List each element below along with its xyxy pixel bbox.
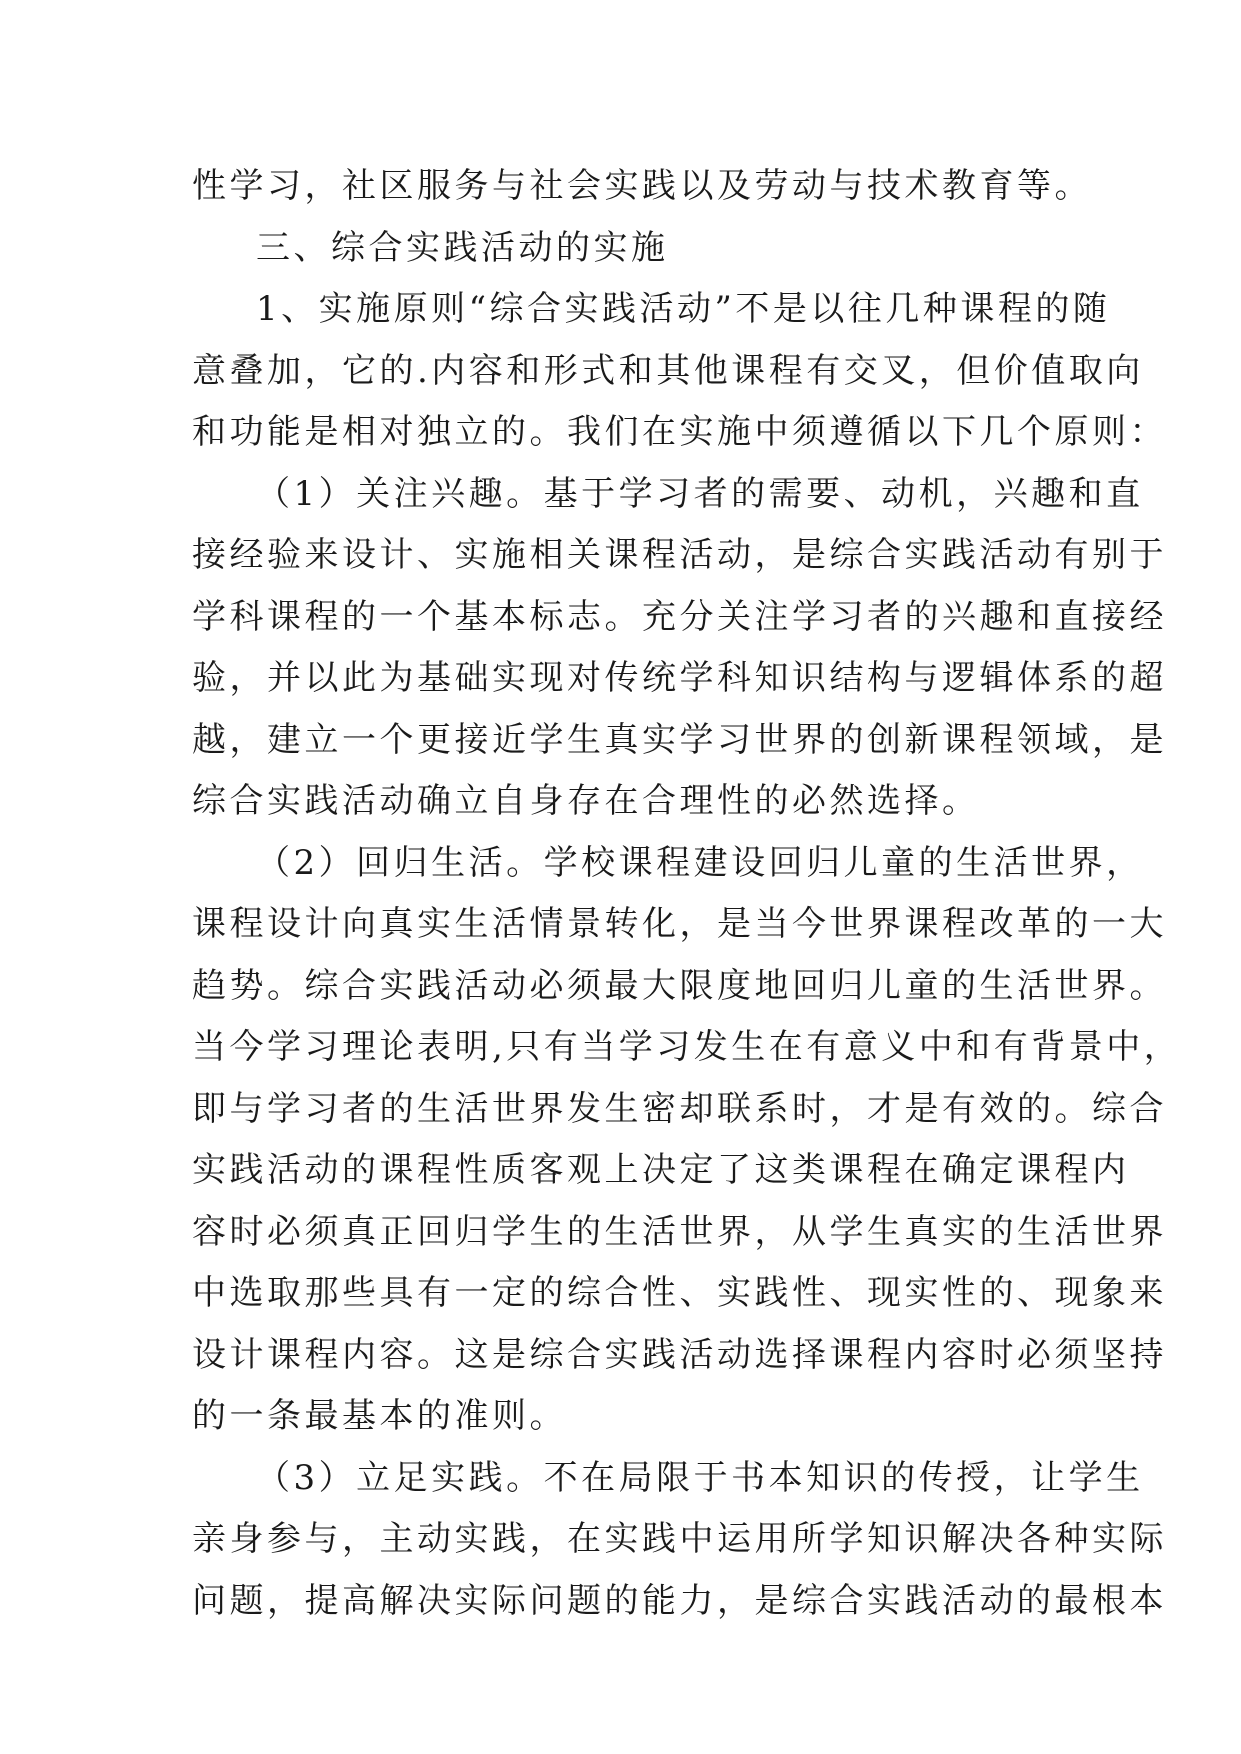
document-body <box>192 156 1182 1632</box>
text-line: （2）回归生活。学校课程建设回归儿童的生活世界， <box>256 842 1144 883</box>
text-line: 性学习，社区服务与社会实践以及劳动与技术教育等。 <box>192 166 1092 206</box>
text-line: 实践活动的课程性质客观上决定了这类课程在确定课程内 <box>192 1150 1130 1190</box>
text-line: 当今学习理论表明,只有当学习发生在有意义中和有背景中， <box>192 1027 1182 1067</box>
text-line: （1）关注兴趣。基于学习者的需要、动机，兴趣和直 <box>256 473 1144 514</box>
text-line: 1、实施原则“综合实践活动”不是以往几种课程的随 <box>256 289 1111 329</box>
text-line: 问题，提高解决实际问题的能力，是综合实践活动的最根本 <box>192 1580 1167 1621</box>
text-line: 亲身参与，主动实践，在实践中运用所学知识解决各种实际 <box>192 1519 1167 1559</box>
text-line: 课程设计向真实生活情景转化，是当今世界课程改革的一大 <box>192 904 1167 944</box>
text-line: 容时必须真正回归学生的生活世界，从学生真实的生活世界 <box>192 1211 1167 1252</box>
text-line: 意叠加，它的.内容和形式和其他课程有交叉，但价值取向 <box>192 350 1144 391</box>
text-line: 学科课程的一个基本标志。充分关注学习者的兴趣和直接经 <box>192 596 1167 637</box>
text-line: 的一条最基本的准则。 <box>192 1396 567 1436</box>
section-heading: 三、综合实践活动的实施 <box>256 227 669 268</box>
text-line: 接经验来设计、实施相关课程活动，是综合实践活动有别于 <box>192 535 1167 575</box>
text-line: 和功能是相对独立的。我们在实施中须遵循以下几个原则： <box>192 412 1167 452</box>
text-line: 趋势。综合实践活动必须最大限度地回归儿童的生活世界。 <box>192 965 1167 1006</box>
text-line: 综合实践活动确立自身存在合理性的必然选择。 <box>192 781 980 821</box>
text-line: （3）立足实践。不在局限于书本知识的传授，让学生 <box>256 1457 1144 1498</box>
text-line: 设计课程内容。这是综合实践活动选择课程内容时必须坚持 <box>192 1334 1167 1375</box>
text-line: 越，建立一个更接近学生真实学习世界的创新课程领域，是 <box>192 719 1167 760</box>
text-line: 验，并以此为基础实现对传统学科知识结构与逻辑体系的超 <box>192 658 1167 698</box>
text-line: 中选取那些具有一定的综合性、实践性、现实性的、现象来 <box>192 1273 1167 1313</box>
text-line: 即与学习者的生活世界发生密却联系时，才是有效的。综合 <box>192 1088 1167 1129</box>
